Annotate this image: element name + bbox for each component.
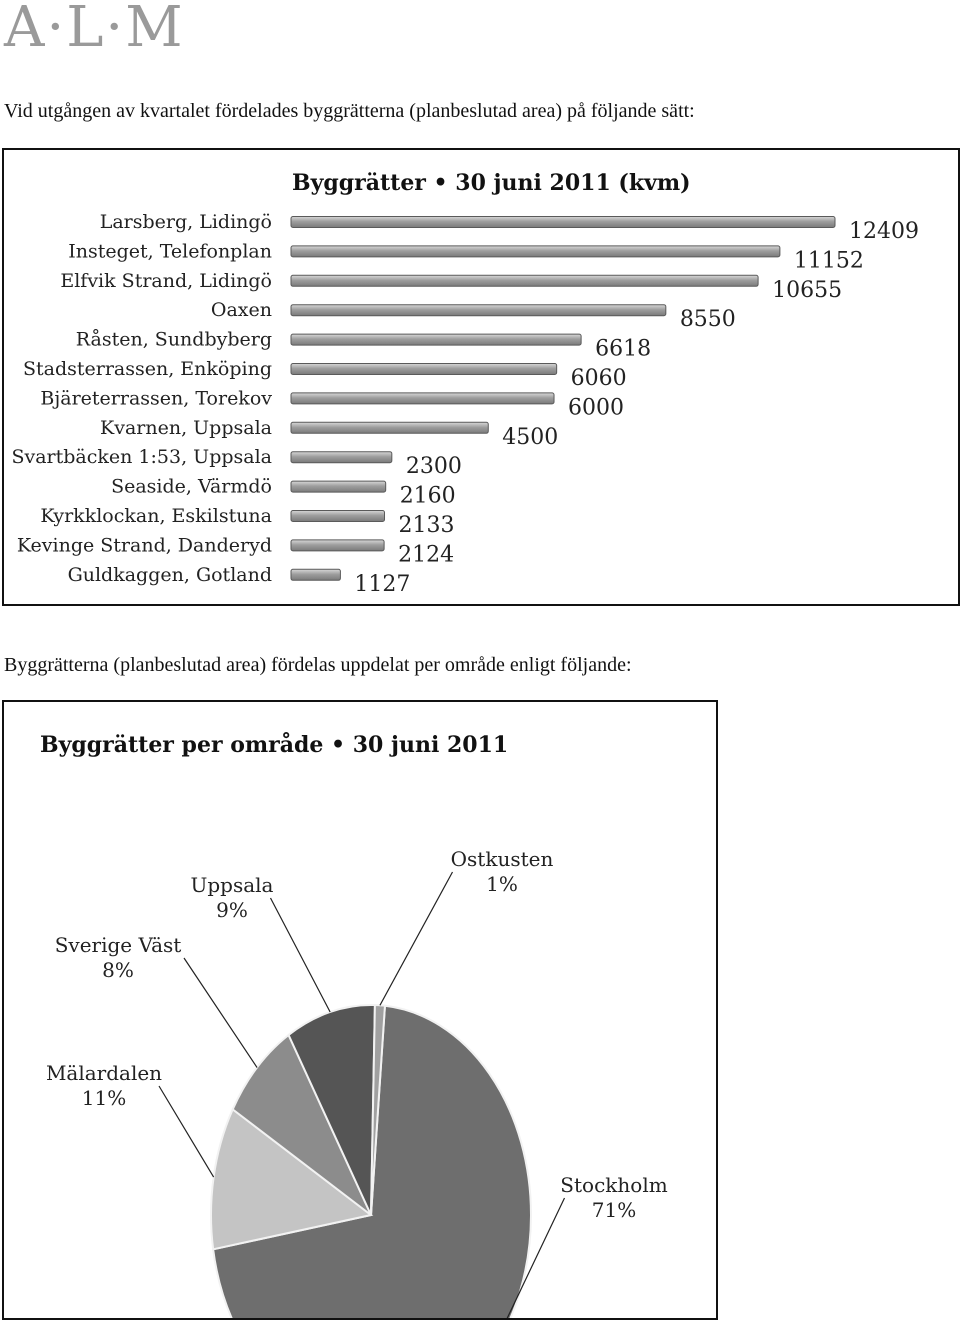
bar-category-label: Elfvik Strand, Lidingö bbox=[60, 269, 272, 292]
bar-chart-panel bbox=[2, 148, 960, 606]
pie-label: Mälardalen bbox=[45, 1061, 163, 1085]
bar-category-label: Guldkaggen, Gotland bbox=[67, 563, 272, 586]
pie-chart-title: Byggrätter per område • 30 juni 2011 bbox=[40, 732, 509, 758]
bar-category-label: Bjäreterrassen, Torekov bbox=[40, 387, 272, 410]
pie-leader-line bbox=[271, 898, 331, 1012]
pie-label: Stockholm bbox=[560, 1173, 668, 1197]
bar bbox=[291, 275, 758, 286]
bar bbox=[291, 334, 581, 345]
bar bbox=[291, 393, 554, 404]
bar bbox=[291, 217, 835, 228]
bar-chart-title: Byggrätter • 30 juni 2011 (kvm) bbox=[292, 170, 691, 196]
bar-category-label: Råsten, Sundbyberg bbox=[75, 328, 272, 351]
pie-chart-panel bbox=[2, 700, 718, 1320]
pie-leader-line bbox=[380, 872, 453, 1005]
bar bbox=[291, 511, 385, 522]
pie-label: Uppsala bbox=[190, 873, 274, 897]
pie-percent-label: 9% bbox=[216, 898, 248, 922]
bar-value-label: 6618 bbox=[595, 336, 652, 362]
pie-leader-line bbox=[159, 1086, 214, 1177]
bar-category-label: Seaside, Värmdö bbox=[111, 475, 272, 498]
bar-value-label: 12409 bbox=[849, 219, 919, 244]
pie-percent-label: 11% bbox=[81, 1086, 127, 1110]
bar-value-label: 6060 bbox=[570, 366, 627, 391]
bar-value-label: 10655 bbox=[772, 277, 843, 303]
bar-value-label: 1127 bbox=[354, 571, 411, 597]
bar-category-label: Oaxen bbox=[210, 299, 272, 322]
bar bbox=[291, 246, 780, 257]
pie-label: Ostkusten bbox=[450, 847, 554, 871]
bar bbox=[291, 364, 557, 375]
bar-value-label: 2160 bbox=[399, 483, 456, 509]
bar-value-label: 8550 bbox=[679, 307, 736, 333]
alm-logo: A·L·M bbox=[4, 0, 185, 60]
bar-value-label: 2133 bbox=[398, 513, 455, 538]
bar-value-label: 2300 bbox=[405, 454, 462, 480]
pie-leader-line bbox=[184, 958, 257, 1068]
bar bbox=[291, 569, 340, 580]
bar-value-label: 4500 bbox=[502, 424, 559, 450]
bar bbox=[291, 452, 392, 463]
bar-category-label: Insteget, Telefonplan bbox=[68, 240, 272, 263]
bar-category-label: Larsberg, Lidingö bbox=[99, 211, 272, 233]
bar bbox=[291, 422, 488, 433]
intro-text: Vid utgången av kvartalet fördelades byggrätterna (planbeslutad area) på följande sätt: bbox=[4, 100, 695, 122]
pie-chart bbox=[4, 702, 716, 1318]
bar-value-label: 6000 bbox=[568, 395, 625, 421]
bar-category-label: Kyrkklockan, Eskilstuna bbox=[40, 505, 272, 527]
bar-value-label: 2124 bbox=[398, 542, 455, 568]
bar-category-label: Kevinge Strand, Danderyd bbox=[16, 534, 272, 557]
bar bbox=[291, 481, 386, 492]
bar bbox=[291, 305, 666, 316]
second-text: Byggrätterna (planbeslutad area) fördelas uppdelat per område enligt följande: bbox=[4, 654, 632, 676]
pie-percent-label: 1% bbox=[486, 872, 518, 896]
pie-percent-label: 71% bbox=[591, 1198, 637, 1222]
pie-label: Sverige Väst bbox=[54, 933, 182, 957]
bar-category-label: Kvarnen, Uppsala bbox=[100, 416, 272, 439]
bar-category-label: Stadsterrassen, Enköping bbox=[22, 358, 272, 380]
bar-value-label: 11152 bbox=[793, 248, 864, 274]
pie-percent-label: 8% bbox=[102, 958, 134, 982]
bar-chart bbox=[4, 150, 958, 604]
bar-category-label: Svartbäcken 1:53, Uppsala bbox=[11, 446, 272, 469]
bar bbox=[291, 540, 384, 551]
